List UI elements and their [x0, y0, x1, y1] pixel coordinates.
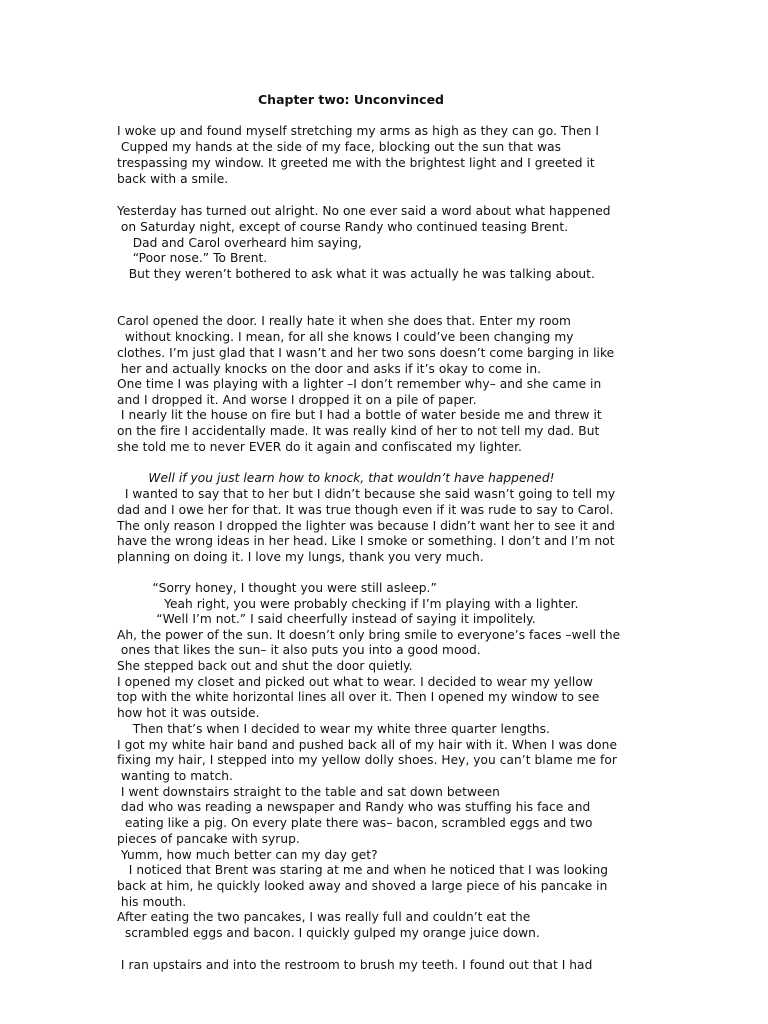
text-line: I wanted to say that to her but I didn’t because she said wasn’t going to tell my — [117, 487, 616, 501]
text-line: dad who was reading a newspaper and Randy who was stuffing his face and — [117, 800, 591, 814]
text-line: and I dropped it. And worse I dropped it on a pile of paper. — [117, 393, 477, 407]
text-line: fixing my hair, I stepped into my yellow dolly shoes. Hey, you can’t blame me for — [117, 753, 617, 767]
text-line: eating like a pig. On every plate there was– bacon, scrambled eggs and two — [117, 816, 593, 830]
text-line: planning on doing it. I love my lungs, thank you very much. — [117, 550, 484, 564]
text-line: trespassing my window. It greeted me with the brightest light and I greeted it — [117, 156, 595, 170]
text-line: back at him, he quickly looked away and shoved a large piece of his pancake in — [117, 879, 608, 893]
text-line: I woke up and found myself stretching my arms as high as they can go. Then I — [117, 124, 599, 138]
text-line: wanting to match. — [117, 769, 233, 783]
text-line: her and actually knocks on the door and asks if it’s okay to come in. — [117, 362, 542, 376]
text-line: After eating the two pancakes, I was really full and couldn’t eat the — [117, 910, 531, 924]
text-line: I went downstairs straight to the table and sat down between — [117, 785, 500, 799]
text-line: back with a smile. — [117, 172, 229, 186]
text-line: Yesterday has turned out alright. No one ever said a word about what happened — [117, 204, 611, 218]
text-line: “Poor nose.” To Brent. — [117, 251, 268, 265]
text-line: “Well I’m not.” I said cheerfully instead of saying it impolitely. — [117, 612, 536, 626]
text-line: ones that likes the sun– it also puts you into a good mood. — [117, 643, 481, 657]
text-line: I nearly lit the house on fire but I had a bottle of water beside me and threw it — [117, 408, 602, 422]
text-line: top with the white horizontal lines all over it. Then I opened my window to see — [117, 690, 600, 704]
text-line: have the wrong ideas in her head. Like I smoke or something. I don’t and I’m not — [117, 534, 615, 548]
text-line: his mouth. — [117, 895, 187, 909]
text-line: Dad and Carol overheard him saying, — [117, 236, 362, 250]
text-line: clothes. I’m just glad that I wasn’t and her two sons doesn’t come barging in like — [117, 346, 615, 360]
text-line-italic: Well if you just learn how to knock, that wouldn’t have happened! — [117, 471, 555, 485]
text-line: The only reason I dropped the lighter was because I didn’t want her to see it and — [117, 519, 615, 533]
text-line: I ran upstairs and into the restroom to brush my teeth. I found out that I had — [117, 958, 593, 972]
chapter-title: Chapter two: Unconvinced — [258, 92, 444, 107]
text-line: I noticed that Brent was staring at me and when he noticed that I was looking — [117, 863, 608, 877]
text-line: I got my white hair band and pushed back all of my hair with it. When I was done — [117, 738, 618, 752]
text-line: Yeah right, you were probably checking if I’m playing with a lighter. — [117, 597, 579, 611]
text-line: on the fire I accidentally made. It was really kind of her to not tell my dad. But — [117, 424, 600, 438]
text-line: One time I was playing with a lighter –I don’t remember why– and she came in — [117, 377, 602, 391]
text-line: on Saturday night, except of course Randy who continued teasing Brent. — [117, 220, 569, 234]
text-line: Yumm, how much better can my day get? — [117, 848, 378, 862]
text-line: scrambled eggs and bacon. I quickly gulped my orange juice down. — [117, 926, 540, 940]
text-line: she told me to never EVER do it again and confiscated my lighter. — [117, 440, 522, 454]
text-line: I opened my closet and picked out what to wear. I decided to wear my yellow — [117, 675, 593, 689]
text-line: without knocking. I mean, for all she knows I could’ve been changing my — [117, 330, 574, 344]
text-line: Cupped my hands at the side of my face, blocking out the sun that was — [117, 140, 561, 154]
text-line: She stepped back out and shut the door quietly. — [117, 659, 413, 673]
text-line: Then that’s when I decided to wear my white three quarter lengths. — [117, 722, 550, 736]
text-line: Carol opened the door. I really hate it when she does that. Enter my room — [117, 314, 571, 328]
text-line: “Sorry honey, I thought you were still asleep.” — [117, 581, 437, 595]
text-line: Ah, the power of the sun. It doesn’t only bring smile to everyone’s faces –well the — [117, 628, 621, 642]
text-line: pieces of pancake with syrup. — [117, 832, 300, 846]
text-line: But they weren’t bothered to ask what it was actually he was talking about. — [117, 267, 595, 281]
text-line: how hot it was outside. — [117, 706, 260, 720]
text-line: dad and I owe her for that. It was true though even if it was rude to say to Carol. — [117, 503, 614, 517]
